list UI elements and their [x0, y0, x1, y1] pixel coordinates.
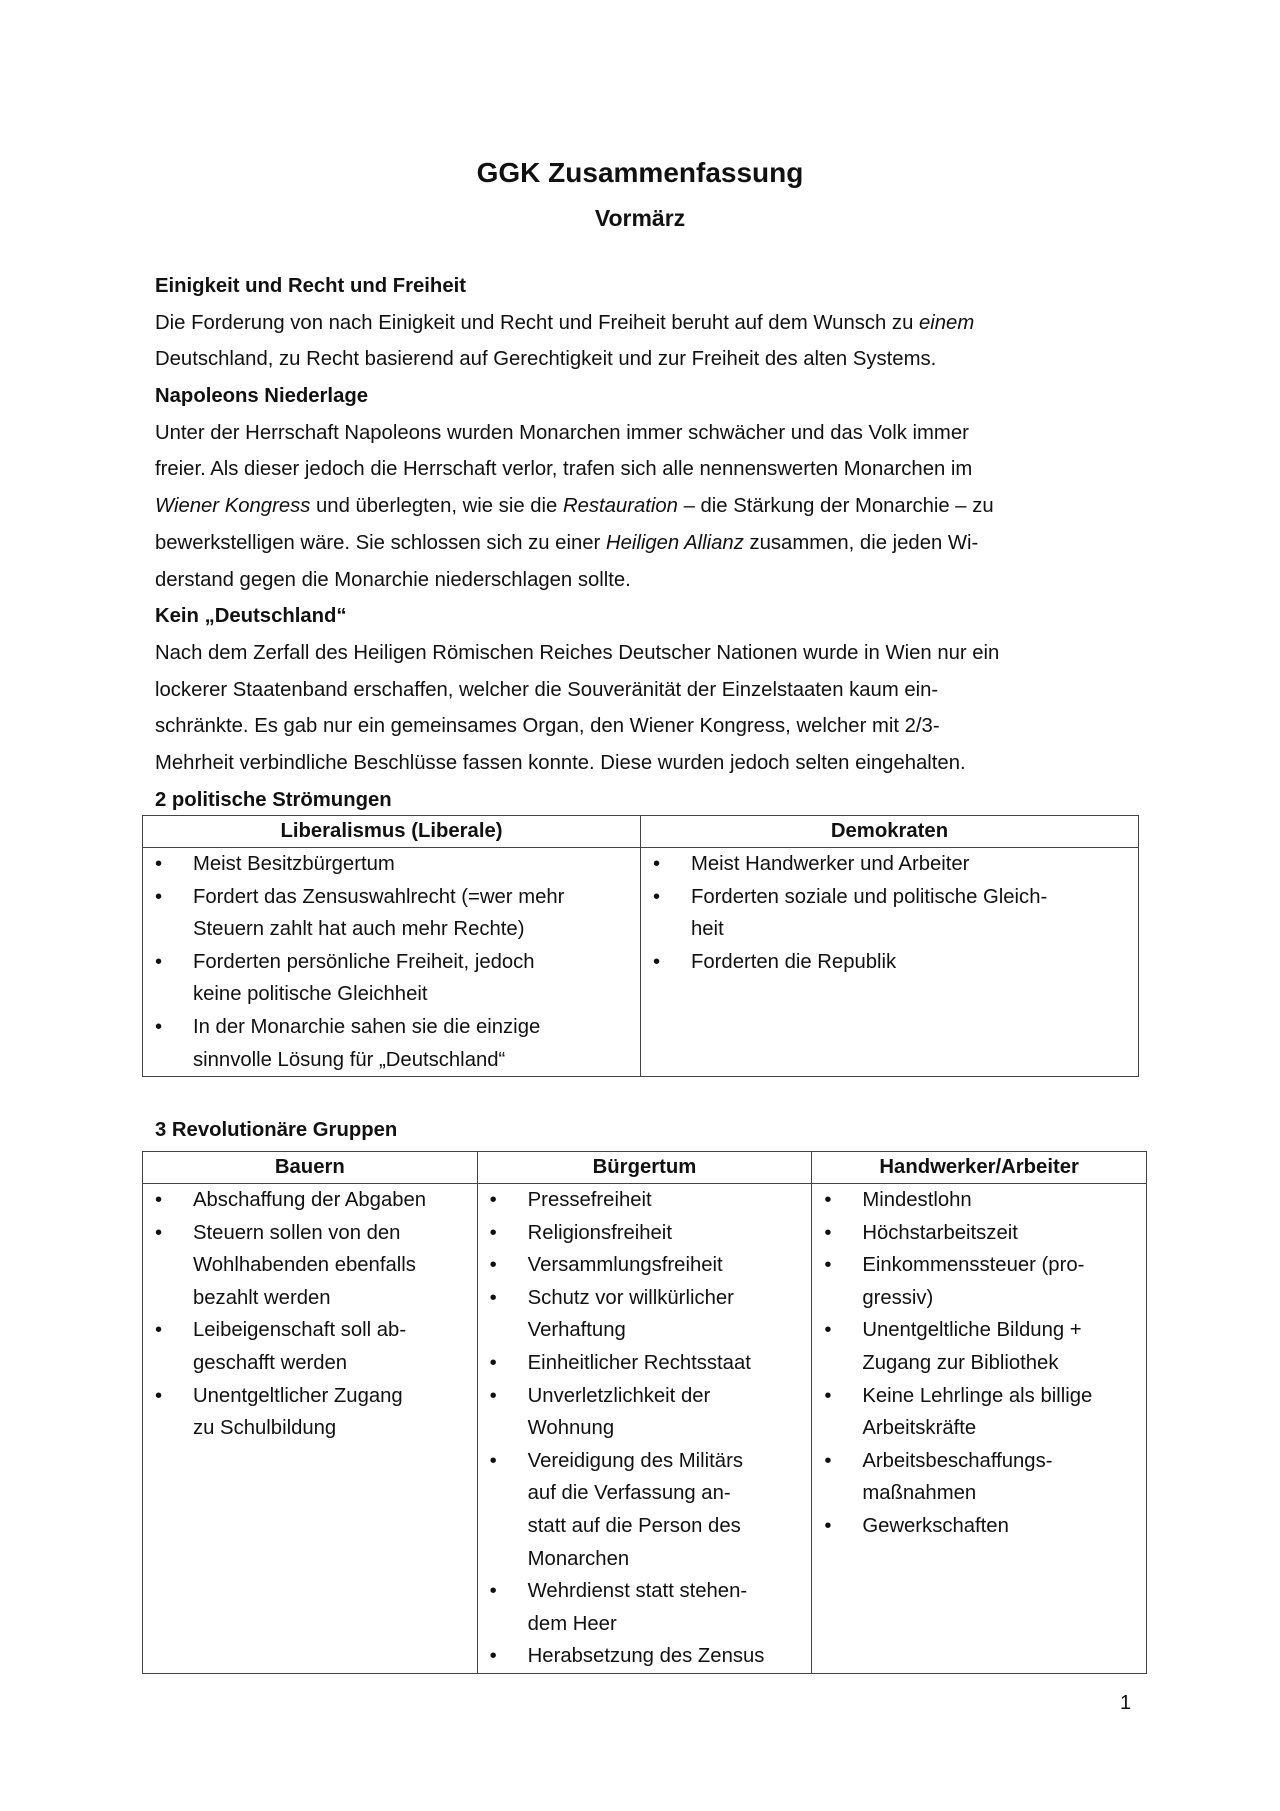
- list-item-text: Keine Lehrlinge als billige: [862, 1384, 1093, 1407]
- bullet-icon: •: [155, 885, 163, 908]
- text-segment: Heiligen Allianz: [605, 531, 744, 554]
- table-cell: [477, 1184, 812, 1674]
- text-segment: freier. Als dieser jedoch die Herrschaft verlor, trafen sich alle nennenswerten Monarchen im: [155, 458, 973, 481]
- list-item-text: Einkommenssteuer (pro-: [862, 1254, 1085, 1277]
- text-segment: – die Stärkung der Monarchie – zu: [677, 495, 994, 518]
- list-item: [812, 1184, 1146, 1217]
- list-item-text: Arbeitskräfte: [862, 1417, 977, 1440]
- section-heading: Napoleons Niederlage: [155, 385, 369, 408]
- list-item: [812, 1217, 1146, 1250]
- list-item-text: maßnahmen: [862, 1482, 977, 1505]
- bullet-icon: •: [489, 1351, 497, 1374]
- list-item-text: Unentgeltlicher Zugang: [193, 1384, 403, 1407]
- list-item-text: Einheitlicher Rechtsstaat: [527, 1351, 751, 1374]
- column-header: Bürgertum: [477, 1152, 812, 1184]
- text-segment: und überlegten, wie sie die: [310, 495, 563, 518]
- list-item: [478, 1380, 812, 1445]
- bullet-icon: •: [489, 1384, 497, 1407]
- bullet-icon: •: [824, 1449, 832, 1472]
- paragraph-line: [155, 451, 1155, 488]
- bullet-icon: •: [155, 1189, 163, 1211]
- list-item: [143, 1380, 477, 1445]
- list-item: [143, 1314, 477, 1379]
- list-item: [478, 1249, 812, 1282]
- document-title: GGK Zusammenfassung: [476, 157, 804, 188]
- page-number: 1: [1120, 1692, 1132, 1714]
- list-item-text: Forderten die Republik: [691, 950, 897, 973]
- bullet-icon: •: [489, 1286, 497, 1309]
- list-item: [143, 1217, 477, 1315]
- list-item-text: Herabsetzung des Zensus: [527, 1645, 765, 1668]
- list-item-text: Versammlungsfreiheit: [527, 1254, 723, 1277]
- list-item-text: Mindestlohn: [862, 1189, 972, 1211]
- table-cell: [143, 1184, 478, 1674]
- list-item-text: sinnvolle Lösung für „Deutschland“: [193, 1048, 506, 1071]
- bullet-list: [641, 848, 1138, 978]
- list-item-text: zu Schulbildung: [193, 1417, 337, 1440]
- list-item-text: statt auf die Person des: [527, 1514, 741, 1537]
- bullet-list: [812, 1184, 1146, 1543]
- list-item-text: Fordert das Zensuswahlrecht (=wer mehr: [193, 885, 565, 908]
- text-segment: lockerer Staatenband erschaffen, welcher die Souveränität der Einzelstaaten kaum ein-: [155, 678, 939, 701]
- list-item-text: Forderten soziale und politische Gleich-: [691, 885, 1048, 908]
- list-item-text: Höchstarbeitszeit: [862, 1221, 1018, 1244]
- text-segment: derstand gegen die Monarchie niederschlagen sollte.: [155, 568, 631, 591]
- paragraph-line: [155, 672, 1155, 709]
- table-cell: [143, 848, 641, 1077]
- section-heading: 2 politische Strömungen: [155, 788, 392, 811]
- list-item: [812, 1314, 1146, 1379]
- list-item: [812, 1510, 1146, 1543]
- list-item: [812, 1249, 1146, 1314]
- bullet-icon: •: [824, 1254, 832, 1277]
- bullet-list: [143, 1184, 477, 1445]
- column-header: Demokraten: [641, 816, 1139, 848]
- bullet-icon: •: [653, 950, 661, 973]
- bullet-icon: •: [155, 853, 163, 875]
- list-item-text: gressiv): [862, 1286, 934, 1309]
- list-item: [143, 1184, 477, 1217]
- text-segment: Unter der Herrschaft Napoleons wurden Monarchen immer schwächer und das Volk immer: [155, 421, 969, 444]
- list-item: [478, 1445, 812, 1575]
- list-item-text: Arbeitsbeschaffungs-: [862, 1449, 1053, 1472]
- list-item-text: heit: [691, 918, 724, 941]
- list-item: [478, 1347, 812, 1380]
- bullet-icon: •: [155, 950, 163, 973]
- paragraph-line: [155, 341, 1155, 378]
- bullet-list: [143, 848, 640, 1076]
- column-header: Liberalismus (Liberale): [143, 816, 641, 848]
- list-item-text: Meist Handwerker und Arbeiter: [691, 853, 970, 875]
- list-item-text: geschafft werden: [193, 1351, 348, 1374]
- column-header: Handwerker/Arbeiter: [812, 1152, 1147, 1184]
- paragraph-line: [155, 305, 1155, 342]
- list-item: [812, 1445, 1146, 1510]
- list-item-text: In der Monarchie sahen sie die einzige: [193, 1015, 541, 1038]
- text-segment: Nach dem Zerfall des Heiligen Römischen Reiches Deutscher Nationen wurde in Wien nur ein: [155, 641, 1000, 664]
- paragraph-line: [155, 745, 1155, 782]
- list-item-text: Monarchen: [527, 1547, 630, 1570]
- list-item-text: keine politische Gleichheit: [193, 983, 428, 1006]
- table-cell: [812, 1184, 1147, 1674]
- bullet-icon: •: [489, 1449, 497, 1472]
- list-item-text: Abschaffung der Abgaben: [193, 1189, 427, 1211]
- text-segment: Mehrheit verbindliche Beschlüsse fassen konnte. Diese wurden jedoch selten eingehalten.: [155, 751, 966, 774]
- bullet-icon: •: [155, 1221, 163, 1244]
- text-segment: zusammen, die jeden Wi-: [743, 531, 979, 554]
- list-item-text: Unentgeltliche Bildung +: [862, 1319, 1082, 1342]
- list-item-text: auf die Verfassung an-: [527, 1482, 731, 1505]
- list-item-text: Forderten persönliche Freiheit, jedoch: [193, 950, 535, 973]
- bullet-icon: •: [653, 853, 661, 875]
- list-item: [478, 1282, 812, 1347]
- list-item: [143, 848, 640, 881]
- list-item: [641, 881, 1138, 946]
- list-item-text: Vereidigung des Militärs: [527, 1449, 743, 1472]
- bullet-list: [478, 1184, 812, 1673]
- revolutionary-groups-table: [142, 1151, 1147, 1674]
- bullet-icon: •: [489, 1645, 497, 1668]
- list-item-text: Verhaftung: [527, 1319, 626, 1342]
- bullet-icon: •: [489, 1254, 497, 1277]
- list-item-text: Steuern zahlt hat auch mehr Rechte): [193, 918, 525, 941]
- paragraph-line: [155, 415, 1155, 452]
- bullet-icon: •: [155, 1015, 163, 1038]
- paragraph-line: [155, 708, 1155, 745]
- bullet-icon: •: [824, 1221, 832, 1244]
- list-item: [143, 946, 640, 1011]
- political-currents-table: [142, 815, 1139, 1077]
- document-body: [155, 268, 1155, 818]
- bullet-icon: •: [489, 1580, 497, 1603]
- list-item-text: Wohnung: [527, 1417, 615, 1440]
- bullet-icon: •: [824, 1319, 832, 1342]
- paragraph-line: [155, 525, 1155, 562]
- list-item-text: Zugang zur Bibliothek: [862, 1351, 1059, 1374]
- list-item-text: Schutz vor willkürlicher: [527, 1286, 734, 1309]
- list-item-text: Meist Besitzbürgertum: [193, 853, 395, 875]
- document-subtitle: Vormärz: [594, 205, 686, 231]
- list-item-text: bezahlt werden: [193, 1286, 331, 1309]
- bullet-icon: •: [824, 1189, 832, 1211]
- list-item-text: Wohlhabenden ebenfalls: [193, 1254, 416, 1277]
- list-item-text: dem Heer: [527, 1612, 617, 1635]
- bullet-icon: •: [653, 885, 661, 908]
- list-item-text: Religionsfreiheit: [527, 1221, 672, 1244]
- list-item-text: Pressefreiheit: [527, 1189, 652, 1211]
- text-segment: einem: [918, 311, 975, 334]
- list-item: [478, 1640, 812, 1673]
- text-segment: Restauration: [562, 495, 678, 518]
- paragraph-line: [155, 488, 1155, 525]
- list-item-text: Leibeigenschaft soll ab-: [193, 1319, 407, 1342]
- text-segment: Die Forderung von nach Einigkeit und Recht und Freiheit beruht auf dem Wunsch zu: [155, 311, 919, 334]
- column-header: Bauern: [143, 1152, 478, 1184]
- text-segment: Deutschland, zu Recht basierend auf Gerechtigkeit und zur Freiheit des alten Systems.: [155, 348, 937, 371]
- bullet-icon: •: [155, 1384, 163, 1407]
- bullet-icon: •: [489, 1221, 497, 1244]
- list-item: [641, 946, 1138, 979]
- paragraph-line: [155, 635, 1155, 672]
- text-segment: bewerkstelligen wäre. Sie schlossen sich zu einer: [155, 531, 606, 554]
- list-item-text: Steuern sollen von den: [193, 1221, 401, 1244]
- bullet-icon: •: [824, 1384, 832, 1407]
- bullet-icon: •: [824, 1514, 832, 1537]
- section-heading: Einigkeit und Recht und Freiheit: [155, 275, 466, 297]
- list-item: [478, 1184, 812, 1217]
- list-item: [143, 881, 640, 946]
- bullet-icon: •: [155, 1319, 163, 1342]
- text-segment: schränkte. Es gab nur ein gemeinsames Organ, den Wiener Kongress, welcher mit 2/3-: [155, 715, 940, 738]
- paragraph-line: [155, 562, 1155, 599]
- list-item: [641, 848, 1138, 881]
- list-item: [478, 1575, 812, 1640]
- bullet-icon: •: [489, 1189, 497, 1211]
- text-segment: Wiener Kongress: [155, 495, 311, 518]
- list-item: [143, 1011, 640, 1076]
- list-item-text: Unverletzlichkeit der: [527, 1384, 711, 1407]
- list-item: [478, 1217, 812, 1250]
- list-item: [812, 1380, 1146, 1445]
- section-heading: Kein „Deutschland“: [155, 605, 347, 628]
- list-item-text: Wehrdienst statt stehen-: [527, 1580, 748, 1603]
- table-cell: [641, 848, 1139, 1077]
- list-item-text: Gewerkschaften: [862, 1514, 1009, 1537]
- section-heading: 3 Revolutionäre Gruppen: [155, 1119, 398, 1141]
